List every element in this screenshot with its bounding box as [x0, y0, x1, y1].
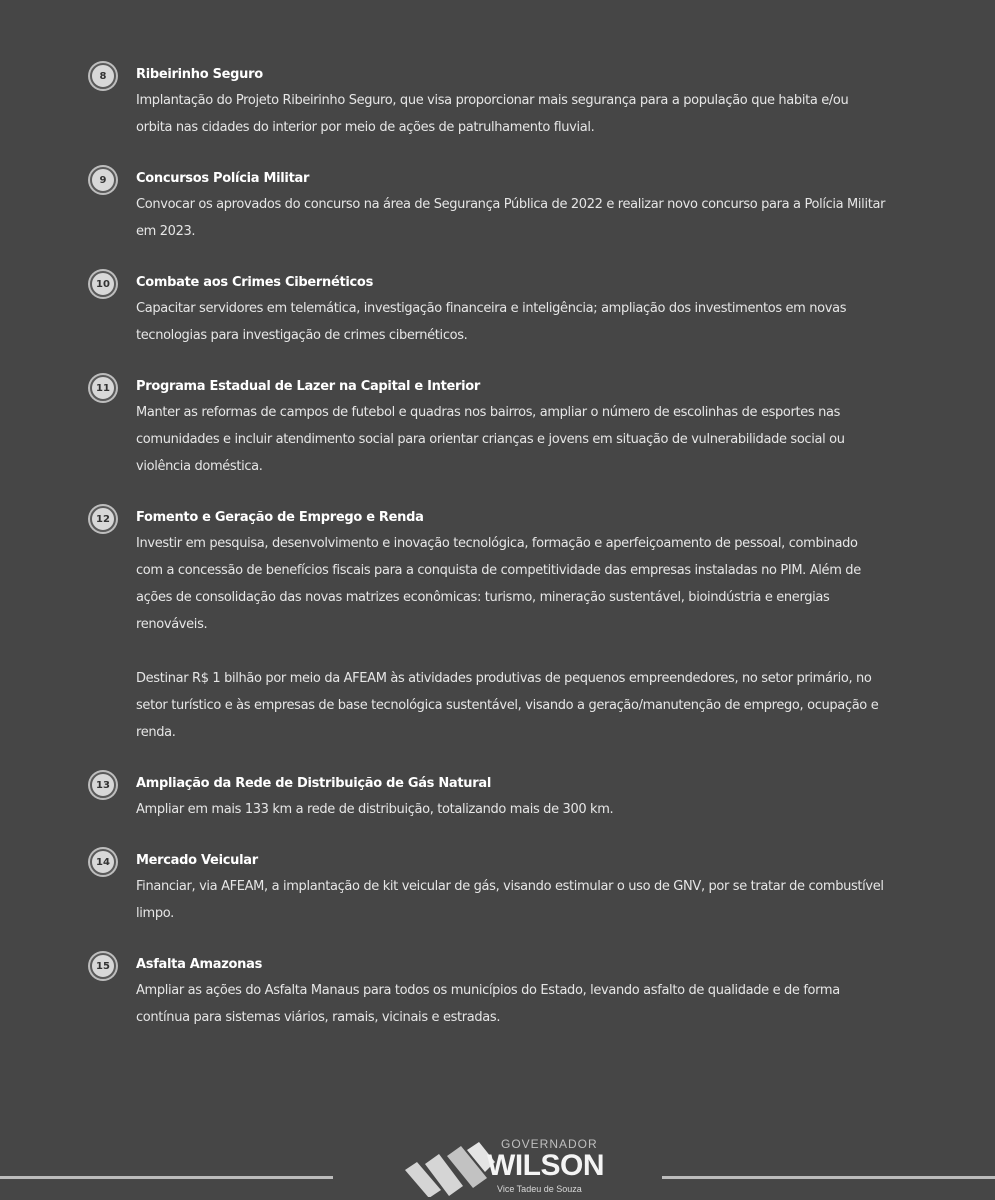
proposal-paragraph: Ampliar em mais 133 km a rede de distribuição, totalizando mais de 300 km. [136, 802, 614, 817]
proposal-title: Fomento e Geração de Emprego e Renda [136, 510, 424, 525]
proposal-title: Ampliação da Rede de Distribuição de Gás Natural [136, 776, 491, 791]
proposal-item [86, 375, 886, 480]
proposal-item [86, 953, 886, 1031]
proposal-item [86, 772, 886, 823]
number-badge: 14 [90, 849, 116, 875]
proposal-list [86, 63, 886, 1057]
number-badge: 11 [90, 375, 116, 401]
proposal-body [136, 796, 886, 823]
proposal-paragraph: Manter as reformas de campos de futebol e quadras nos bairros, ampliar o número de escolinhas de esportes nas comunidades e incluir atendimento social para orientar crianças e jovens em situação de vulnerabilidade social ou violência doméstica. [136, 405, 845, 474]
proposal-title: Ribeirinho Seguro [136, 67, 263, 82]
logo-mark-icon [405, 1142, 495, 1197]
proposal-paragraph: Financiar, via AFEAM, a implantação de kit veicular de gás, visando estimular o uso de GNV, por se tratar de combustível limpo. [136, 879, 884, 921]
proposal-paragraph: Convocar os aprovados do concurso na área de Segurança Pública de 2022 e realizar novo concurso para a Polícia Militar em 2023. [136, 197, 886, 239]
proposal-paragraph: Destinar R$ 1 bilhão por meio da AFEAM às atividades produtivas de pequenos empreendedores, no setor primário, no setor turístico e às empresas de base tecnológica sustentável, visando a geração/manutenção de emprego, ocupação e renda. [136, 671, 879, 740]
proposal-item [86, 506, 886, 746]
footer-divider-left [0, 1176, 333, 1179]
proposal-body [136, 873, 886, 927]
proposal-body [136, 977, 886, 1031]
proposal-paragraph: Implantação do Projeto Ribeirinho Seguro, que visa proporcionar mais segurança para a população que habita e/ou orbita nas cidades do interior por meio de ações de patrulhamento fluvial. [136, 93, 849, 135]
number-badge: 15 [90, 953, 116, 979]
logo-name-text: WILSON [487, 1149, 604, 1182]
proposal-body [136, 399, 886, 480]
campaign-logo [405, 1138, 605, 1200]
proposal-body [136, 191, 886, 245]
proposal-paragraph: Capacitar servidores em telemática, investigação financeira e inteligência; ampliação dos investimentos em novas tecnologias para investigação de crimes cibernéticos. [136, 301, 847, 343]
number-badge: 12 [90, 506, 116, 532]
proposal-title: Mercado Veicular [136, 853, 258, 868]
proposal-item [86, 167, 886, 245]
proposal-item [86, 849, 886, 927]
proposal-body [136, 87, 886, 141]
proposal-title: Combate aos Crimes Cibernéticos [136, 275, 374, 290]
logo-governador-text: GOVERNADOR [501, 1137, 598, 1151]
number-badge: 8 [90, 63, 116, 89]
proposal-title: Programa Estadual de Lazer na Capital e Interior [136, 379, 481, 394]
proposal-title: Concursos Polícia Militar [136, 171, 310, 186]
proposal-paragraph: Investir em pesquisa, desenvolvimento e inovação tecnológica, formação e aperfeiçoamento de pessoal, combinado com a concessão de benefícios fiscais para a conquista de competitividade das empresas instaladas no PIM. Além de ações de consolidação das novas matrizes econômicas: turismo, mineração sustentável, bioindústria e energias renováveis. [136, 536, 861, 632]
proposal-item [86, 63, 886, 141]
proposal-paragraph: Ampliar as ações do Asfalta Manaus para todos os municípios do Estado, levando asfalto de qualidade e de forma contínua para sistemas viários, ramais, vicinais e estradas. [136, 983, 840, 1025]
proposal-body [136, 530, 886, 746]
proposal-item [86, 271, 886, 349]
proposal-title: Asfalta Amazonas [136, 957, 263, 972]
footer-divider-right [662, 1176, 995, 1179]
number-badge: 9 [90, 167, 116, 193]
logo-vice-text: Vice Tadeu de Souza [497, 1184, 582, 1194]
number-badge: 10 [90, 271, 116, 297]
proposal-body [136, 295, 886, 349]
number-badge: 13 [90, 772, 116, 798]
